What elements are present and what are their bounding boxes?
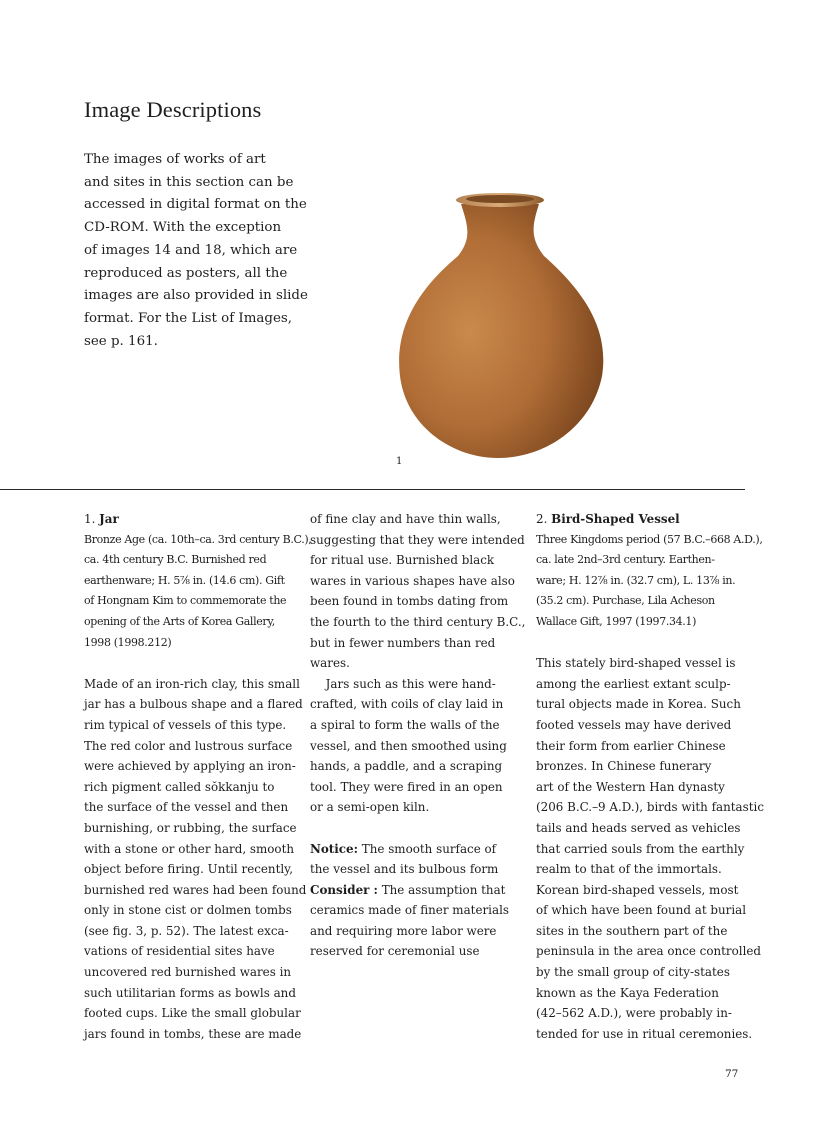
body-line: Jars such as this were hand- <box>310 676 496 691</box>
body-line: hands, a paddle, and a scraping <box>310 759 503 774</box>
body-line: only in stone cist or dolmen tombs <box>84 903 292 918</box>
body-text <box>310 509 525 818</box>
body-line: Korean bird-shaped vessels, most <box>536 882 739 897</box>
body-line: realm to that of the immortals. <box>536 862 722 877</box>
body-line: burnishing, or rubbing, the surface <box>84 820 297 835</box>
body-line: with a stone or other hard, smooth <box>84 841 295 856</box>
intro-line: format. For the List of Images, <box>84 310 293 326</box>
body-line: peninsula in the area once controlled <box>536 944 762 959</box>
body-line: bronzes. In Chinese funerary <box>536 759 712 774</box>
entry-title-text: Jar <box>99 512 119 526</box>
body-line: the surface of the vessel and then <box>84 800 289 815</box>
intro-line: and sites in this section can be <box>84 174 294 190</box>
body-line: art of the Western Han dynasty <box>536 779 725 794</box>
consider-label: Consider : <box>310 882 378 897</box>
body-line: (42–562 A.D.), were probably in- <box>536 1006 732 1021</box>
body-line: vessel, and then smoothed using <box>310 738 507 753</box>
body-line: but in fewer numbers than red <box>310 635 496 650</box>
meta-line: Bronze Age (ca. 10th–ca. 3rd century B.C.), <box>84 532 312 546</box>
body-line: of fine clay and have thin walls, <box>310 512 501 526</box>
body-line: known as the Kaya Federation <box>536 985 719 1000</box>
horizontal-divider <box>0 489 745 490</box>
meta-line: Wallace Gift, 1997 (1997.34.1) <box>536 614 697 628</box>
body-line: among the earliest extant sculp- <box>536 676 731 691</box>
notice-label: Notice: <box>310 841 359 856</box>
consider-line <box>310 880 525 901</box>
body-line: suggesting that they were intended <box>310 532 525 547</box>
entry-title <box>84 509 299 530</box>
intro-line: see p. 161. <box>84 333 158 349</box>
consider-text: The assumption that <box>377 882 506 897</box>
entry-metadata <box>536 530 763 633</box>
body-line: vations of residential sites have <box>84 944 275 959</box>
body-line: burnished red wares had been found <box>84 882 307 897</box>
page-heading: Image Descriptions <box>84 97 262 122</box>
body-line: The red color and lustrous surface <box>84 738 293 753</box>
body-line: footed vessels may have derived <box>536 717 732 732</box>
body-line: wares in various shapes have also <box>310 573 515 588</box>
body-line: (see fig. 3, p. 52). The latest exca- <box>84 923 289 938</box>
body-line: such utilitarian forms as bowls and <box>84 985 296 1000</box>
body-line: footed cups. Like the small globular <box>84 1006 301 1021</box>
entry-number: 1. <box>84 512 96 526</box>
figure-number: 1 <box>396 456 403 467</box>
consider-line: reserved for ceremonial use <box>310 944 480 959</box>
entry-metadata <box>84 530 312 654</box>
body-line: the fourth to the third century B.C., <box>310 614 526 629</box>
body-line: tended for use in ritual ceremonies. <box>536 1026 753 1041</box>
meta-line: 1998 (1998.212) <box>84 635 172 649</box>
body-line: sites in the southern part of the <box>536 923 728 938</box>
body-text <box>84 674 307 1045</box>
column-1 <box>84 509 312 1044</box>
body-line: tural objects made in Korea. Such <box>536 697 741 712</box>
meta-line: earthenware; H. 5⁷⁄₈ in. (14.6 cm). Gift <box>84 573 285 587</box>
body-line: object before firing. Until recently, <box>84 862 294 877</box>
column-3 <box>536 509 764 1044</box>
body-line: (206 B.C.–9 A.D.), birds with fantastic <box>536 800 764 815</box>
body-line: or a semi-open kiln. <box>310 800 430 815</box>
consider-line: ceramics made of finer materials <box>310 903 509 918</box>
body-line: of which have been found at burial <box>536 903 747 918</box>
body-line: tool. They were fired in an open <box>310 779 503 794</box>
page-number: 77 <box>725 1068 739 1080</box>
body-line: for ritual use. Burnished black <box>310 553 495 568</box>
intro-line: images are also provided in slide <box>84 288 308 304</box>
body-line: crafted, with coils of clay laid in <box>310 697 504 712</box>
entry-number: 2. <box>536 512 548 526</box>
intro-line: The images of works of art <box>84 152 266 167</box>
meta-line: (35.2 cm). Purchase, Lila Acheson <box>536 594 715 608</box>
meta-line: opening of the Arts of Korea Gallery, <box>84 614 275 628</box>
body-line: jars found in tombs, these are made <box>84 1026 302 1041</box>
entry-title <box>536 509 751 530</box>
body-text <box>536 653 764 1044</box>
consider-line: and requiring more labor were <box>310 923 497 938</box>
body-line: their form from earlier Chinese <box>536 738 726 753</box>
jar-photo <box>380 186 620 470</box>
body-line: were achieved by applying an iron- <box>84 759 296 774</box>
notice-block <box>310 839 525 963</box>
notice-line: the vessel and its bulbous form <box>310 862 499 877</box>
meta-line: ca. late 2nd–3rd century. Earthen- <box>536 553 715 567</box>
meta-line: ware; H. 12⁷⁄₈ in. (32.7 cm), L. 13⁷⁄₈ in. <box>536 573 736 587</box>
intro-line: CD-ROM. With the exception <box>84 220 282 236</box>
body-line: rich pigment called sŏkkanju to <box>84 779 275 794</box>
body-line: that carried souls from the earthly <box>536 841 745 856</box>
body-line: uncovered red burnished wares in <box>84 965 292 980</box>
intro-line: reproduced as posters, all the <box>84 265 288 281</box>
entry-title-text: Bird-Shaped Vessel <box>551 512 680 526</box>
body-line: rim typical of vessels of this type. <box>84 717 287 732</box>
notice-text: The smooth surface of <box>358 841 497 856</box>
body-line: by the small group of city-states <box>536 965 730 980</box>
body-line: Made of an iron-rich clay, this small <box>84 676 300 691</box>
body-line: tails and heads served as vehicles <box>536 820 741 835</box>
body-line: wares. <box>310 656 350 671</box>
meta-line: of Hongnam Kim to commemorate the <box>84 594 287 608</box>
meta-line: Three Kingdoms period (57 B.C.–668 A.D.), <box>536 532 763 546</box>
column-2 <box>310 509 525 962</box>
intro-paragraph <box>84 149 308 353</box>
intro-line: of images 14 and 18, which are <box>84 242 298 258</box>
meta-line: ca. 4th century B.C. Burnished red <box>84 553 267 567</box>
body-line: jar has a bulbous shape and a flared <box>84 697 303 712</box>
body-line: been found in tombs dating from <box>310 594 509 609</box>
body-line: a spiral to form the walls of the <box>310 717 500 732</box>
intro-line: accessed in digital format on the <box>84 197 307 213</box>
body-line: This stately bird-shaped vessel is <box>536 656 736 671</box>
notice-line <box>310 839 525 860</box>
